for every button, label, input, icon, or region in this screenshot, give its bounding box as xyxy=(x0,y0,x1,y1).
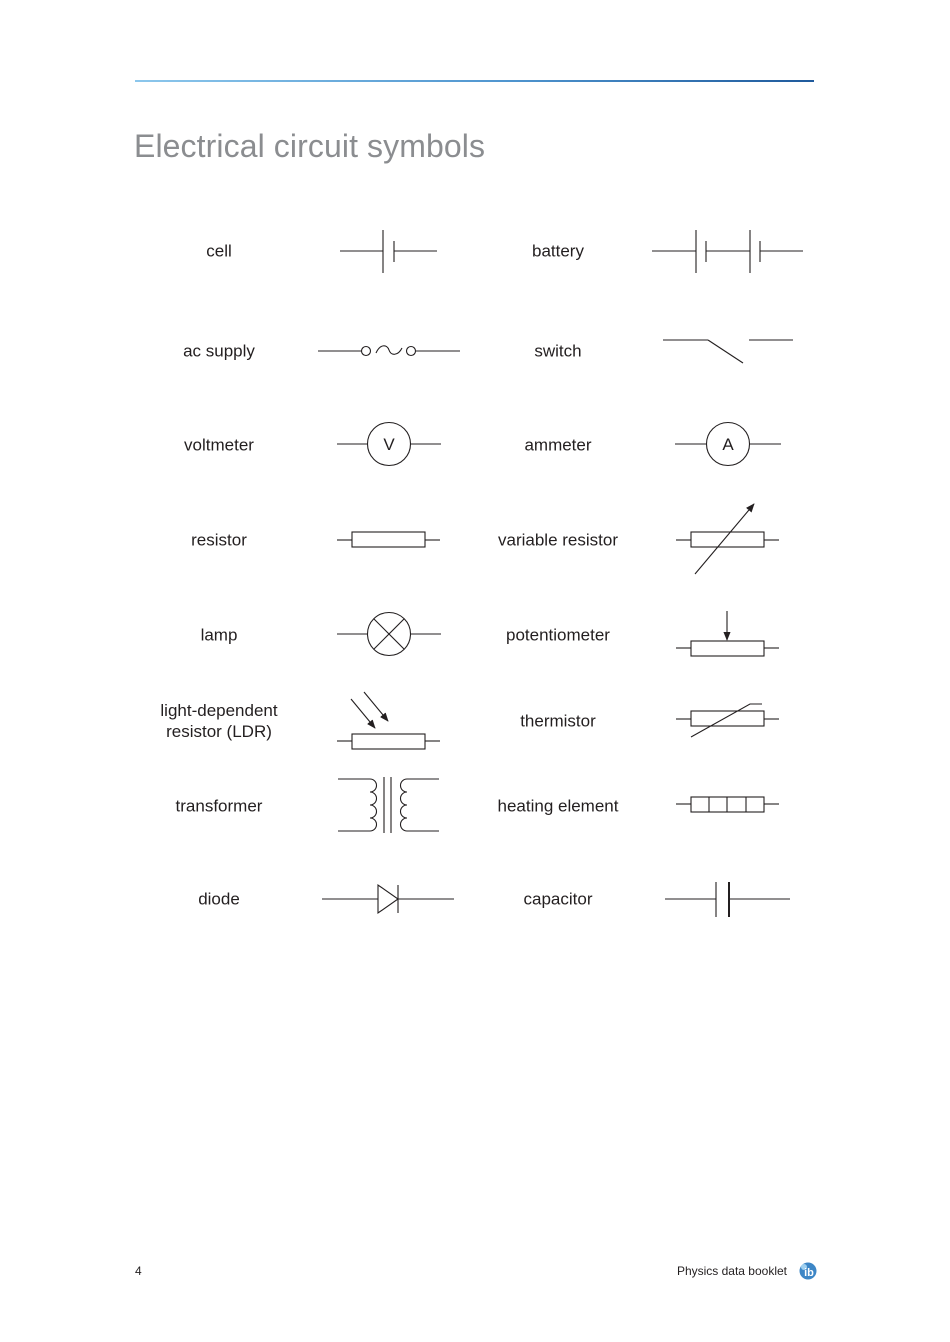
ldr-symbol xyxy=(337,692,440,749)
variable-resistor-symbol xyxy=(676,504,779,574)
label-ammeter: ammeter xyxy=(524,435,592,455)
ib-logo-text: ib xyxy=(804,1267,814,1279)
ammeter-letter: A xyxy=(722,435,734,454)
page-number: 4 xyxy=(135,1264,142,1278)
ac-supply-symbol xyxy=(318,346,460,356)
label-variable-resistor: variable resistor xyxy=(498,530,618,550)
booklet-title: Physics data booklet xyxy=(676,1264,787,1278)
ib-logo-icon xyxy=(798,1261,818,1281)
label-voltmeter: voltmeter xyxy=(184,435,254,455)
label-transformer: transformer xyxy=(175,796,263,816)
diode-symbol xyxy=(322,885,454,913)
cell-symbol xyxy=(340,230,437,273)
switch-symbol xyxy=(663,340,793,363)
potentiometer-symbol xyxy=(676,611,779,656)
battery-symbol xyxy=(652,230,803,273)
thermistor-symbol xyxy=(676,704,779,737)
label-ac-supply: ac supply xyxy=(183,341,255,361)
page-title: Electrical circuit symbols xyxy=(134,128,486,164)
lamp-symbol xyxy=(337,613,441,656)
label-cell: cell xyxy=(206,241,232,261)
label-switch: switch xyxy=(534,341,582,361)
label-capacitor: capacitor xyxy=(523,889,593,909)
transformer-symbol xyxy=(338,777,439,833)
heating-element-symbol xyxy=(676,797,779,812)
label-potentiometer: potentiometer xyxy=(506,625,610,645)
label-heating-element: heating element xyxy=(497,796,619,816)
label-ldr-line1: light-dependent xyxy=(160,701,278,720)
label-resistor: resistor xyxy=(191,530,247,550)
label-diode: diode xyxy=(198,889,240,909)
capacitor-symbol xyxy=(665,882,790,917)
voltmeter-letter: V xyxy=(383,435,395,454)
label-battery: battery xyxy=(532,241,584,261)
label-ldr-line2: resistor (LDR) xyxy=(166,722,272,741)
resistor-symbol xyxy=(337,532,440,547)
label-thermistor: thermistor xyxy=(520,711,596,731)
label-lamp: lamp xyxy=(200,625,238,645)
